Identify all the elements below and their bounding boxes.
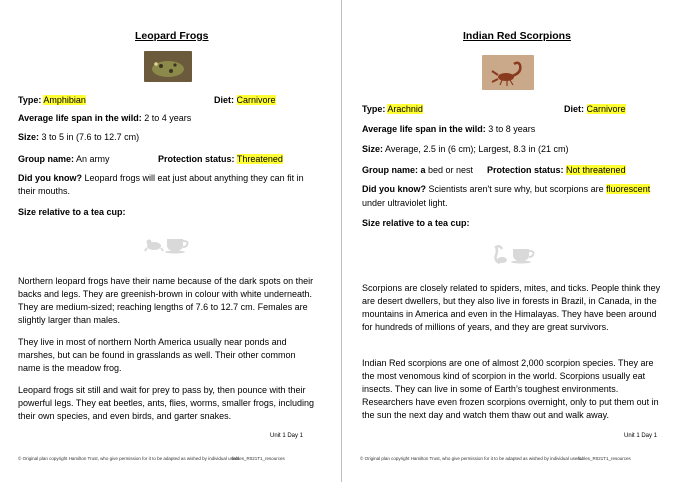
scorpion-photo (482, 55, 534, 90)
size-relative-label: Size relative to a tea cup: (18, 207, 126, 217)
lifespan-row: Average life span in the wild: 2 to 4 years (18, 113, 192, 123)
footer-resource: fables_R021T1_resources (232, 456, 285, 461)
group-row: Group name: An army (18, 154, 110, 164)
did-you-know: Did you know? Leopard frogs will eat just about anything they can fit in (18, 173, 304, 183)
did-you-know-continued: their mouths. (18, 186, 71, 196)
diet-row: Diet: Carnivore (214, 95, 276, 105)
protection-value: Threatened (236, 154, 283, 164)
scorpion-page (342, 0, 683, 482)
type-row: Type: Amphibian (18, 95, 86, 105)
scorpion-silhouette-icon (490, 243, 510, 270)
protection-row: Protection status: Not threatened (487, 165, 626, 175)
footer-copyright: © Original plan copyright Hamilton Trust, who give permission for it to be adapted as wished by individual users. (360, 456, 583, 461)
type-row: Type: Arachnid (362, 104, 423, 114)
paragraph-3: Leopard frogs sit still and wait for prey to pass by, then pounce with their powerful legs. They eat beetles, ants, flies, worms, smaller frogs, including their own species, and even birds, and garter snakes. (18, 385, 314, 421)
frog-photo (144, 51, 192, 82)
did-you-know-continued: under ultraviolet light. (362, 198, 448, 208)
footer-resource: fables_R021T1_resources (578, 456, 631, 461)
type-value: Amphibian (43, 95, 86, 105)
fluorescent-highlight: fluorescent (606, 184, 651, 194)
type-value: Arachnid (387, 104, 423, 114)
frog-silhouette-icon (144, 236, 164, 257)
did-you-know: Did you know? Scientists aren't sure why, but scorpions are fluorescent (362, 184, 651, 194)
size-relative-label: Size relative to a tea cup: (362, 218, 470, 228)
page-title: Leopard Frogs (135, 30, 209, 42)
paragraph-1: Scorpions are closely related to spiders, mites, and ticks. People think they are desert dwellers, but they also live in forests in Brazil, in Canada, in the mountains in America and even in the Himalayas. They have been around for hundreds of millions of years, and they are great survivors. (362, 283, 661, 332)
protection-row: Protection status: Threatened (158, 154, 283, 164)
diet-value: Carnivore (236, 95, 276, 105)
lifespan-row: Average life span in the wild: 3 to 8 years (362, 124, 536, 134)
paragraph-1: Northern leopard frogs have their name because of the dark spots on their backs and legs. They are greenish-brown in colour with white underneath. They are medium-sized; reaching lengths of 7.6 to 12.7 cm. Females are slightly larger than males. (18, 276, 314, 325)
paragraph-2: Indian Red scorpions are one of almost 2,000 scorpion species. They are the most venomous kind of scorpion in the world. Scorpions usually eat insects. They can live in some of Earth’s toughest environments. Researchers have even frozen scorpions overnight, only to put them out in the sun the next day and watch them thaw out and walk away. (362, 358, 659, 420)
group-row: Group name: a bed or nest (362, 165, 474, 175)
leopard-frog-page (0, 0, 341, 482)
footer-copyright: © Original plan copyright Hamilton Trust, who give permission for it to be adapted as wished by individual users. (18, 456, 241, 461)
diet-value: Carnivore (586, 104, 626, 114)
tea-cup-icon (510, 246, 538, 269)
page-title: Indian Red Scorpions (463, 30, 571, 42)
tea-cup-icon (164, 236, 192, 259)
unit-label: Unit 1 Day 1 (270, 433, 304, 439)
unit-label: Unit 1 Day 1 (624, 433, 658, 439)
paragraph-2: They live in most of northern North America usually near ponds and marshes, but can be found in grasslands as well. Their other common name is the meadow frog. (18, 337, 296, 373)
protection-value: Not threatened (566, 165, 626, 175)
size-row: Size: Average, 2.5 in (6 cm); Largest, 8.3 in (21 cm) (362, 144, 569, 154)
size-row: Size: 3 to 5 in (7.6 to 12.7 cm) (18, 132, 140, 142)
diet-row: Diet: Carnivore (564, 104, 626, 114)
